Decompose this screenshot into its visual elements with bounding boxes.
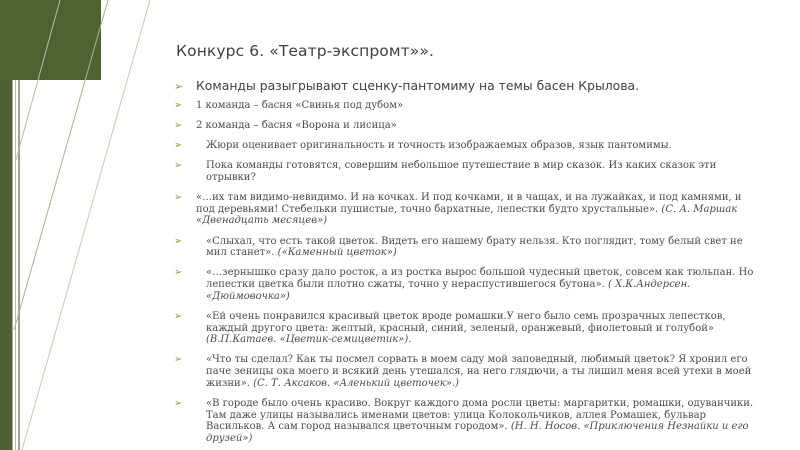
list-item xyxy=(174,354,754,389)
item-text: 2 команда – басня «Ворона и лисица» xyxy=(196,120,397,132)
item-text: «Слыхал, что есть такой цветок. Видеть его нашему брату нельзя. Кто поглядит, тому белый свет не мил станет». xyxy=(206,235,743,259)
item-text: Пока команды готовятся, совершим небольшое путешествие в мир сказок. Из каких сказок эти отрывки? xyxy=(206,160,717,183)
list-item xyxy=(174,140,754,152)
arrow-bullet-icon: ➢ xyxy=(174,140,183,152)
item-source: (В.П.Катаев. «Цветик-семицветик»). xyxy=(206,334,412,346)
arrow-bullet-icon: ➢ xyxy=(174,120,183,132)
slide-title: Конкурс 6. «Театр-экспромт»». xyxy=(176,42,434,60)
arrow-bullet-icon: ➢ xyxy=(174,354,183,366)
list-item xyxy=(174,100,754,112)
arrow-bullet-icon: ➢ xyxy=(174,80,184,93)
item-source: (Н. Н. Носов. «Приключения Незнайки и его друзей») xyxy=(206,421,749,444)
item-source: ( Х.К.Андерсен. «Дюймовочка») xyxy=(206,279,691,302)
item-text: Команды разыгрывают сценку-пантомиму на темы басен Крылова. xyxy=(196,78,640,93)
list-item xyxy=(174,79,754,93)
arrow-bullet-icon: ➢ xyxy=(174,192,183,204)
arrow-bullet-icon: ➢ xyxy=(174,397,183,409)
arrow-bullet-icon: ➢ xyxy=(174,310,183,322)
list-item xyxy=(174,160,754,183)
arrow-bullet-icon: ➢ xyxy=(174,267,183,279)
list-item xyxy=(174,236,754,259)
item-source: (С. Т. Аксаков. «Аленький цветочек».) xyxy=(253,377,459,389)
diagonal-decor-lines xyxy=(0,0,200,450)
item-text: «…их там видимо-невидимо. И на кочках. И под кочками, и в чащах, и на лужайках, и под камнями, и под деревьями! Стебельки пушистые, точно бархатные, лепестки будто хрустальные». xyxy=(196,192,742,215)
list-item xyxy=(174,311,754,346)
list-item xyxy=(174,398,754,445)
item-text: «Ей очень понравился красивый цветок вроде ромашки.У него было семь прозрачных лепестков, каждый другого цвета: желтый, красный, синий, зеленый, оранжевый, фиолетовый и голубой» xyxy=(206,310,726,334)
item-source: («Каменный цветок») xyxy=(277,247,397,259)
list-item xyxy=(174,192,754,227)
item-text: «В городе было очень красиво. Вокруг каждого дома росли цветы: маргаритки, ромашки, одуванчики. Там даже улицы назывались именами цветов: улица Колокольчиков, аллея Ромашек, бульвар Васильков. А сам город назывался цветочным городом». xyxy=(206,397,754,433)
item-text: Жюри оценивает оригинальность и точность изображаемых образов, язык пантомимы. xyxy=(206,140,672,152)
arrow-bullet-icon: ➢ xyxy=(174,160,183,172)
arrow-bullet-icon: ➢ xyxy=(174,235,183,247)
item-text: «Что ты сделал? Как ты посмел сорвать в моем саду мой заповедный, любимый цветок? Я хронил его паче зеницы ока моего и всякий день утешался, на него глядючи, а ты лишил меня всей утехи в моей жизни». xyxy=(206,354,752,389)
arrow-bullet-icon: ➢ xyxy=(174,100,183,111)
list-item xyxy=(174,120,754,132)
item-text: «…зернышко сразу дало росток, а из ростка вырос большой чудесный цветок, совсем как тюльпан. Но лепестки цветка были плотно сжаты, точно у нераспустившегося бутона». xyxy=(206,267,754,291)
slide-content xyxy=(174,79,754,450)
list-item xyxy=(174,267,754,302)
item-source: (С. А. Маршак «Двенадцать месяцев») xyxy=(196,203,738,227)
item-text: 1 команда – басня «Свинья под дубом» xyxy=(196,100,404,111)
